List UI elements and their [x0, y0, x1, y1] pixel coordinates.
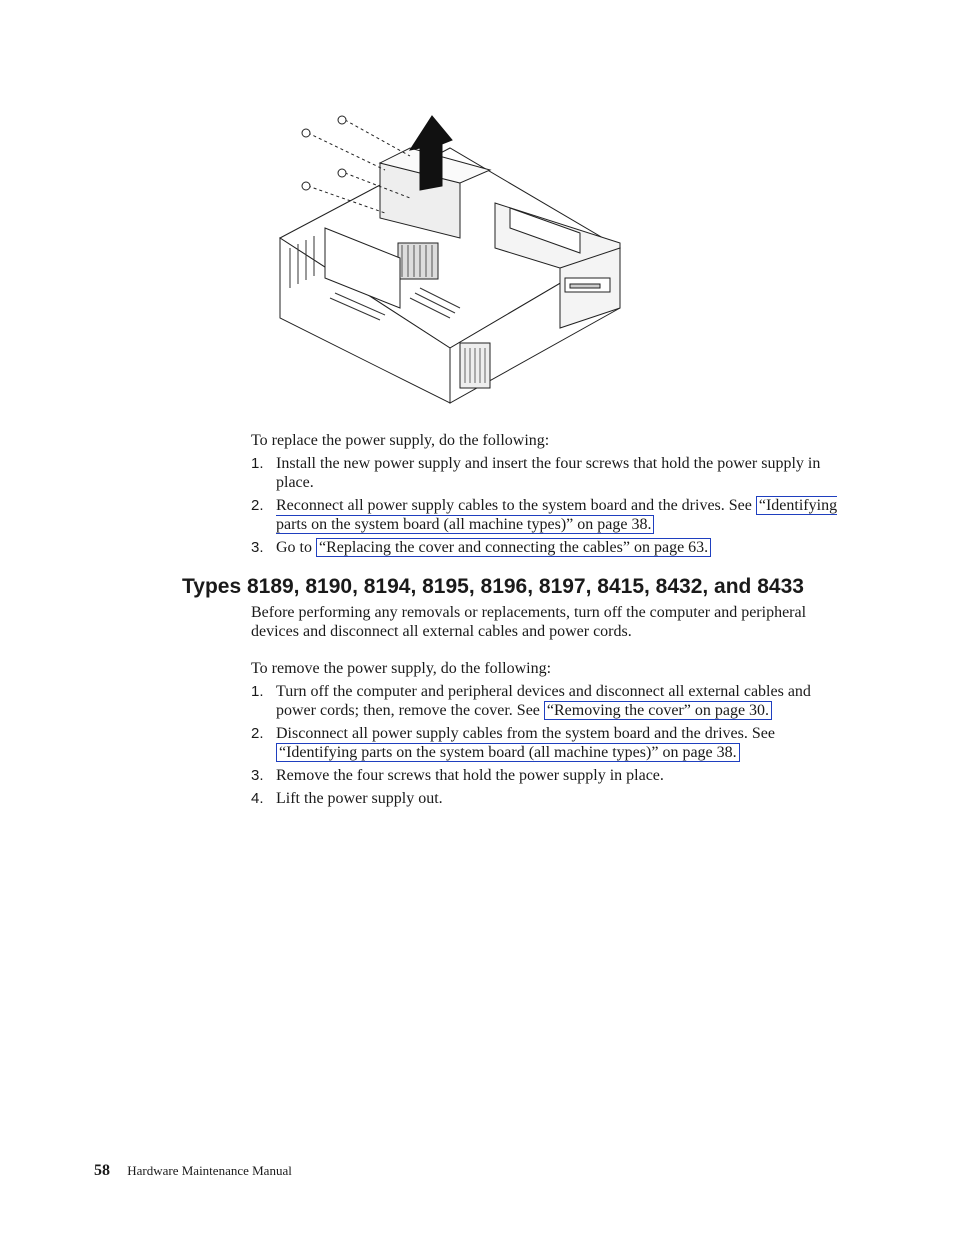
section-heading: Types 8189, 8190, 8194, 8195, 8196, 8197, 8415, 8432, and 8433	[182, 575, 804, 598]
remove-steps	[251, 682, 841, 812]
system-board-parts-link[interactable]: “Identifying parts on the system board (all machine types)” on page 38.	[276, 743, 740, 762]
list-item: 2. Reconnect all power supply cables to the system board and the drives. See “Identifying parts on the system board (all machine types)” on page 38.	[251, 497, 838, 533]
replace-steps	[251, 454, 841, 561]
system-board-parts-link[interactable]: “Identifying parts on the system board (all machine types)” on page 38.	[276, 497, 838, 533]
manual-title: Hardware Maintenance Manual	[127, 1163, 292, 1178]
list-item: 3. Remove the four screws that hold the power supply in place.	[251, 767, 664, 784]
power-supply-figure	[270, 108, 630, 408]
remove-intro: To remove the power supply, do the following:	[251, 660, 552, 677]
section-paragraph: Before performing any removals or replacements, turn off the computer and peripheral devices and disconnect all external cables and power cords.	[251, 604, 807, 640]
page-footer	[94, 1162, 292, 1180]
page-number: 58	[94, 1162, 110, 1179]
list-item: 3. Go to “Replacing the cover and connecting the cables” on page 63.	[251, 538, 841, 557]
replacing-cover-link[interactable]: “Replacing the cover and connecting the cables” on page 63.	[316, 538, 711, 557]
list-item: 2. Disconnect all power supply cables from the system board and the drives. See “Identifying parts on the system board (all machine types)” on page 38.	[251, 725, 775, 761]
removing-cover-link[interactable]: “Removing the cover” on page 30.	[544, 701, 772, 720]
list-item: 4. Lift the power supply out.	[251, 790, 443, 807]
list-item: 1. Turn off the computer and peripheral devices and disconnect all external cables and power cords; then, remove the cover. See “Removing the cover” on page 30.	[251, 683, 811, 719]
computer-chassis-illustration	[270, 108, 630, 408]
list-item: 1. Install the new power supply and insert the four screws that hold the power supply in place.	[251, 455, 821, 491]
replace-intro: To replace the power supply, do the following:	[251, 432, 550, 449]
